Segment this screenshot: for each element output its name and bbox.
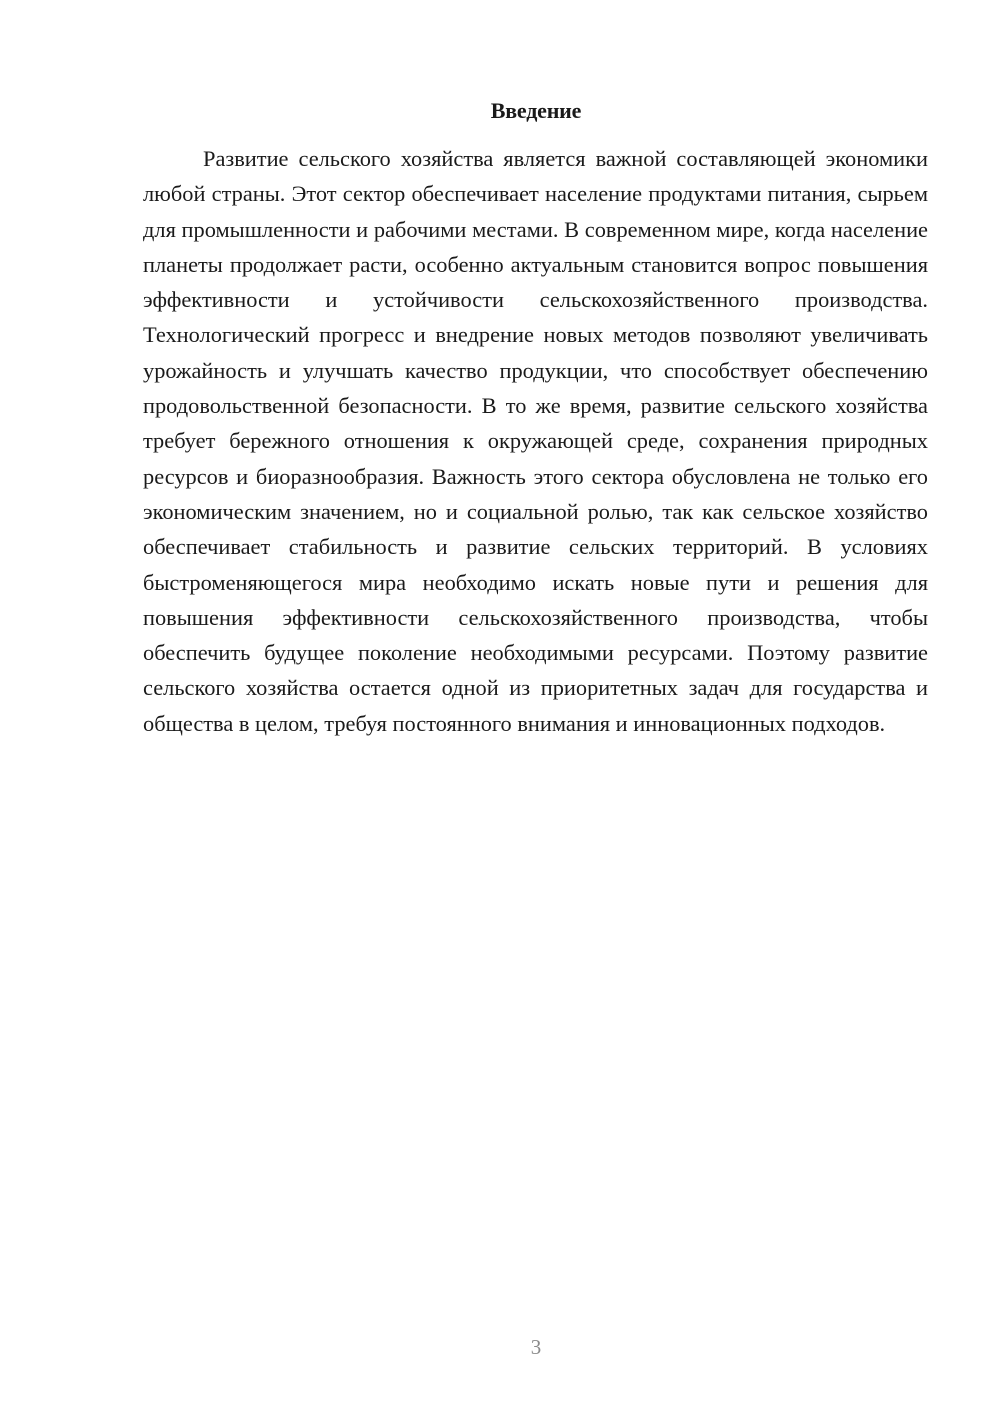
- page-number: 3: [530, 1335, 542, 1359]
- section-title: Введение: [490, 98, 582, 123]
- body-paragraph: Развитие сельского хозяйства является важной составляющей экономики любой страны. Этот сектор обеспечивает население продуктами питания, сырьем для промышленности и рабочими местами. В современном мире, когда население планеты продолжает расти, особенно актуальным становится вопрос повышения эффективности и устойчивости сельскохозяйственного производства. Технологический прогресс и внедрение новых методов позволяют увеличивать урожайность и улучшать качество продукции, что способствует обеспечению продовольственной безопасности. В то же время, развитие сельского хозяйства требует бережного отношения к окружающей среде, сохранения природных ресурсов и биоразнообразия. Важность этого сектора обусловлена не только его экономическим значением, но и социальной ролью, так как сельское хозяйство обеспечивает стабильность и развитие сельских территорий. В условиях быстроменяющегося мира необходимо искать новые пути и решения для повышения эффективности сельскохозяйственного производства, чтобы обеспечить будущее поколение необходимыми ресурсами. Поэтому развитие сельского хозяйства остается одной из приоритетных задач для государства и общества в целом, требуя постоянного внимания и инновационных подходов.: [143, 146, 928, 736]
